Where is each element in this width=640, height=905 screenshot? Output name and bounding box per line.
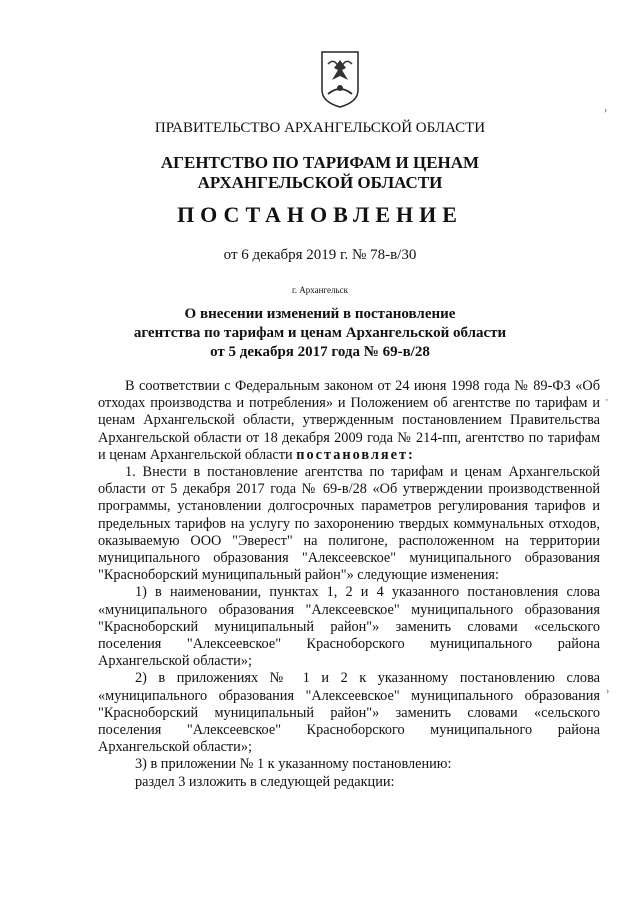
document-body: [98, 378, 600, 791]
margin-mark: ›: [606, 686, 610, 697]
subclause-1-paragraph: 1) в наименовании, пунктах 1, 2 и 4 указанного постановления слова «муниципального образования "Алексеевское" муниципального образования "Красноборский муниципальный район"» заменить словами «сельского поселения "Алексеевское" Красноборского муниципального района Архангельской области»;: [98, 584, 600, 670]
agency-name-line-1: АГЕНТСТВО ПО ТАРИФАМ И ЦЕНАМ: [160, 153, 480, 172]
document-date-number: от 6 декабря 2019 г. № 78-в/30: [223, 247, 417, 263]
subject-line-1: О внесении изменений в постановление: [184, 306, 456, 322]
subclause-3-paragraph: 3) в приложении № 1 к указанному постановлению:: [135, 756, 452, 773]
section-3-paragraph: раздел 3 изложить в следующей редакции:: [135, 773, 395, 790]
margin-mark: ›: [604, 105, 608, 116]
government-name: ПРАВИТЕЛЬСТВО АРХАНГЕЛЬСКОЙ ОБЛАСТИ: [154, 120, 486, 136]
margin-mark: ': [606, 398, 608, 409]
subject-line-2: агентства по тарифам и ценам Архангельской области: [133, 325, 507, 341]
preamble-text: В соответствии с Федеральным законом от 24 июня 1998 года № 89-ФЗ «Об отходах производства и потребления» и Положением об агентстве по тарифам и ценам Архангельской области, утвержденным постановлением Правительства Архангельской области от 18 декабря 2009 года № 214-пп, агентство по тарифам и ценам Архангельской области: [98, 378, 600, 463]
document-city: г. Архангельск: [292, 285, 348, 295]
document-type-title: ПОСТАНОВЛЕНИЕ: [177, 202, 463, 227]
decree-keyword: постановляет:: [296, 446, 415, 463]
agency-name-line-2: АРХАНГЕЛЬСКОЙ ОБЛАСТИ: [197, 173, 443, 192]
subclause-2-paragraph: 2) в приложениях № 1 и 2 к указанному постановлению слова «муниципального образования "Алексеевское" муниципального образования "Красноборский муниципальный район"» заменить словами «сельского поселения "Алексеевское" Красноборского муниципального района Архангельской области»;: [98, 670, 600, 756]
clause-1-paragraph: 1. Внести в постановление агентства по тарифам и ценам Архангельской области от 5 декабря 2017 года № 69-в/28 «Об утверждении производственной программы, установлении долгосрочных параметров регулирования тарифов и предельных тарифов на услугу по захоронению твердых коммунальных отходов, оказываемую ООО "Эверест" на полигоне, расположенном на территории муниципального образования "Алексеевское" муниципального образования "Красноборский муниципальный район"» следующие изменения:: [98, 464, 600, 584]
subject-line-3: от 5 декабря 2017 года № 69-в/28: [210, 344, 430, 360]
coat-of-arms-emblem: [320, 50, 360, 108]
agency-name: [0, 153, 640, 193]
preamble-paragraph: [98, 378, 600, 464]
document-subject: [0, 305, 640, 362]
